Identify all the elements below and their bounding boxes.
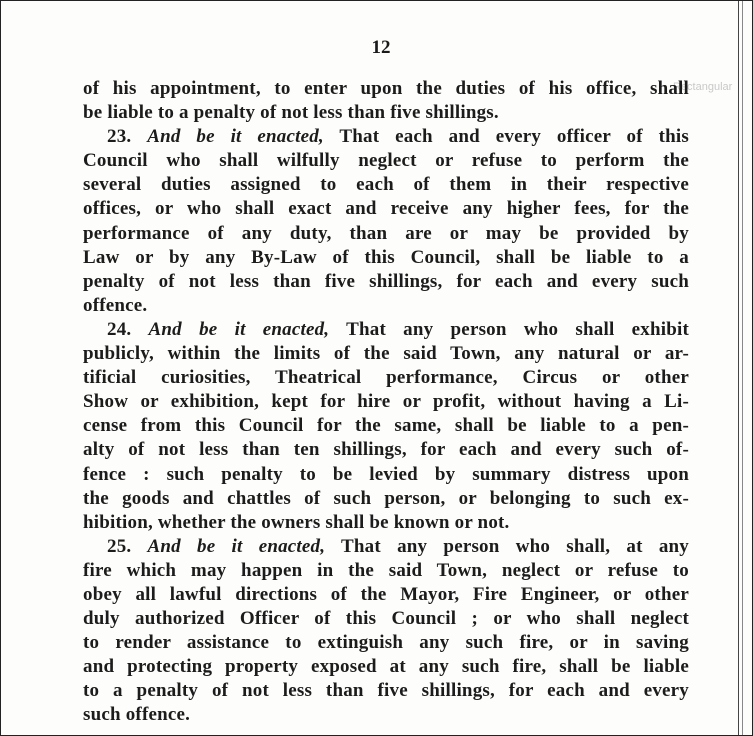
text-line: be liable to a penalty of not less than five shillings. [83,102,499,124]
text-line: hibition, whether the owners shall be known or not. [83,511,510,533]
cut-off-next-line [105,725,665,736]
text-line: and protecting property exposed at any such fire, shall be liable [83,656,689,678]
text-line: cense from this Council for the same, shall be liable to a pen- [83,415,689,437]
text-line: such offence. [83,704,191,726]
text-line: the goods and chattles of such person, or belonging to such ex- [83,487,689,509]
body-text [83,77,689,728]
text-line: Council who shall wilfully neglect or refuse to perform the [83,150,689,172]
text-line: of his appointment, to enter upon the duties of his office, shall [83,78,689,99]
text-line: fire which may happen in the said Town, neglect or refuse to [83,559,689,581]
section-23-heading: 23. And be it enacted, That each and every officer of this [107,126,689,148]
text-line: penalty of not less than five shillings, for each and every such [83,270,689,292]
text-line: Show or exhibition, kept for hire or profit, without having a Li- [83,391,689,413]
text-line: offence. [83,294,148,316]
watermark-text: Rectangular [673,81,733,93]
section-25-heading: 25. And be it enacted, That any person who shall, at any [107,535,689,557]
text-line: publicly, within the limits of the said Town, any natural or ar- [83,343,689,365]
text-line: fence : such penalty to be levied by summary distress upon [83,463,689,485]
margin-rule [738,1,739,735]
text-line: several duties assigned to each of them in their respective [83,174,689,196]
page-number: 12 [371,37,391,58]
text-line: Law or by any By-Law of this Council, shall be liable to a [83,246,689,268]
margin-rule-outer [742,1,743,735]
text-line: performance of any duty, than are or may be provided by [83,222,689,244]
text-line: alty of not less than ten shillings, for each and every such of- [83,439,689,461]
text-line: to render assistance to extinguish any such fire, or in saving [83,632,689,654]
text-line: to a penalty of not less than five shillings, for each and every [83,680,689,702]
section-24-heading: 24. And be it enacted, That any person who shall exhibit [107,318,689,340]
text-line: offices, or who shall exact and receive any higher fees, for the [83,198,689,220]
text-line: duly authorized Officer of this Council ; or who shall neglect [83,608,689,630]
text-line: tificial curiosities, Theatrical performance, Circus or other [83,367,689,389]
text-line: obey all lawful directions of the Mayor, Fire Engineer, or other [83,583,689,605]
